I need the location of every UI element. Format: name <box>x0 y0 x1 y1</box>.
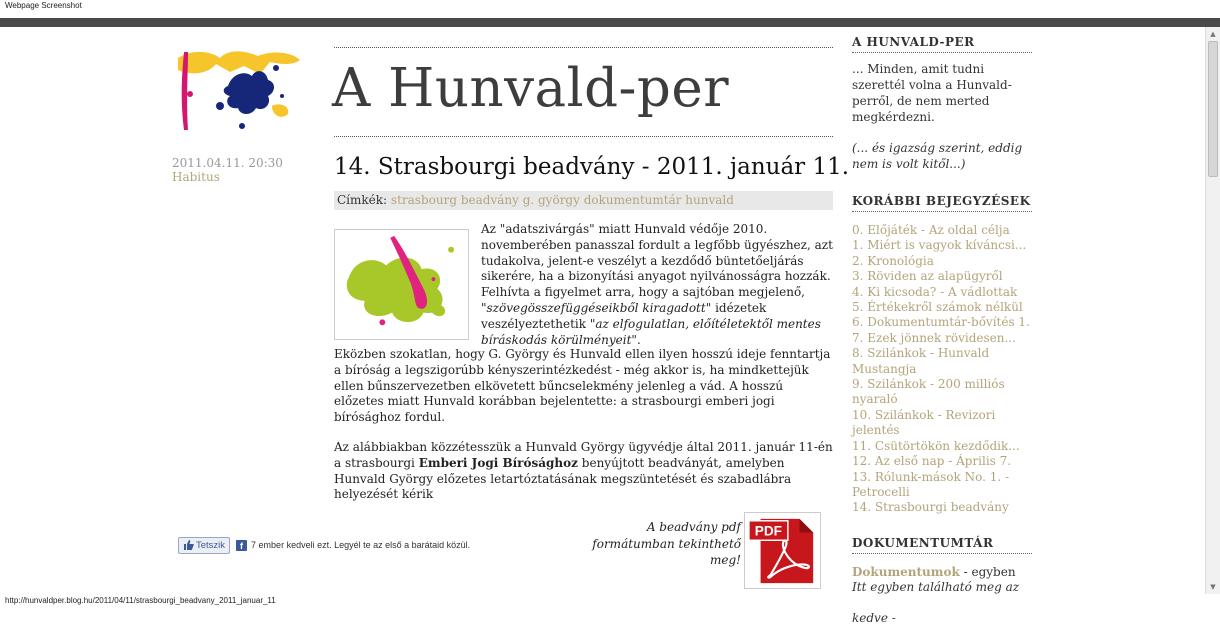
para1-text-2: idézetek veszélyeztethetik <box>481 300 767 331</box>
post-date: 2011.04.11. 20:30 <box>172 156 283 170</box>
vertical-scrollbar[interactable] <box>1205 27 1220 594</box>
scroll-down-arrow-icon[interactable]: ▼ <box>1210 583 1216 591</box>
earlier-post-link[interactable]: 6. Dokumentumtár-bővítés 1. <box>852 315 1030 330</box>
header-divider-top <box>334 47 833 48</box>
sidebar-about-text: ... Minden, amit tudni szerettél volna a Hunvald-perről, de nem merted megkérdezni. <box>852 62 1012 124</box>
sidebar-docs-heading: DOKUMENTUMTÁR <box>852 536 1032 554</box>
earlier-post-link[interactable]: 4. Ki kicsoda? - A vádlottak <box>852 284 1018 299</box>
earlier-post-link[interactable]: 8. Szilánkok - Hunvald Mustangja <box>852 346 990 376</box>
post-author-link[interactable]: Habitus <box>172 170 220 184</box>
sidebar-about-italic: (... és igazság szerint, eddig nem is volt kitől...) <box>852 141 1023 171</box>
earlier-post-link[interactable]: 2. Kronológia <box>852 253 934 268</box>
documents-description: Itt egyben található meg az kedve - <box>852 580 1020 625</box>
earlier-post-link[interactable]: 1. Miért is vagyok kíváncsi... <box>852 238 1027 253</box>
pdf-label: PDF <box>754 523 783 539</box>
logo-yellow-drip <box>272 104 288 116</box>
para3-text: Az alábbiakban közzétesszük a Hunvald György ügyvédje által 2011. január 11-én a strasbourgi <box>334 440 833 470</box>
window-title: Webpage Screenshot <box>0 0 1220 18</box>
para1-quote-2: "az elfogulatlan, előítéletektől mentes bíráskodás körülményeit". <box>481 316 821 347</box>
header-divider-bottom <box>334 136 833 137</box>
para3-text-2: benyújtott beadványát, amelyben Hunvald György előzetes letartóztatásának megszüntetését és szabadlábra helyezését kérik <box>334 455 792 502</box>
earlier-post-link[interactable]: 3. Röviden az alapügyről <box>852 269 1003 284</box>
status-bar-url: http://hunvaldper.blog.hu/2011/04/11/strasbourgi_beadvany_2011_januar_11 <box>0 594 1220 610</box>
earlier-post-link[interactable]: 7. Ezek jönnek rövidesen... <box>852 330 1016 345</box>
earlier-post-link[interactable]: 10. Szilánkok - Revizori jelentés <box>852 407 996 438</box>
post-paragraph-1 <box>481 222 833 348</box>
earlier-posts-list <box>852 223 1032 516</box>
tags-bar <box>334 191 833 210</box>
post-paragraph-2: Eközben szokatlan, hogy G. György és Hunvald ellen ilyen hosszú ideje fenntartja a bíróság a legszigorúbb kényszerintézkedést - még akkor is, ha mindkettejük ellen bűnszervezetben elkövetett bűncselekmény jelenleg a vád. A hosszú előzetes miatt Hunvald korábban bejelentette: a strasbourgi emberi jogi bírósághoz fordul. <box>334 347 831 425</box>
sidebar-about-heading: A HUNVALD-PER <box>852 35 1032 53</box>
scrollbar-thumb[interactable] <box>1208 41 1218 177</box>
sidebar-earlier-heading: KORÁBBI BEJEGYZÉSEK <box>852 194 1032 212</box>
para1-quote-1: "szövegösszefüggéseikből kiragadott" <box>481 300 712 315</box>
earlier-post-link[interactable]: 0. Előjáték - Az oldal célja <box>852 223 1010 237</box>
like-button[interactable] <box>178 537 230 554</box>
thumbs-up-icon <box>183 540 194 550</box>
logo-navy-drop <box>280 94 284 98</box>
site-title[interactable]: A Hunvald-per <box>332 58 730 119</box>
post-meta <box>172 156 312 184</box>
post-paragraph-3 <box>334 440 833 503</box>
documents-link[interactable]: Dokumentumok <box>852 564 960 579</box>
earlier-post-link[interactable]: 12. Az első nap - Április 7. <box>852 454 1012 469</box>
post-title[interactable]: 14. Strasbourgi beadvány - 2011. január 11. <box>334 154 850 180</box>
image-pink-dot <box>431 277 435 281</box>
logo-navy-drop <box>273 65 279 71</box>
earlier-post-link[interactable]: 14. Strasbourgi beadvány <box>852 500 1009 515</box>
like-button-label: Tetszik <box>196 539 226 551</box>
para3-court: Emberi Jogi Bírósághoz <box>418 455 578 470</box>
earlier-post-link[interactable]: 9. Szilánkok - 200 milliós nyaraló <box>852 377 1005 407</box>
blog-logo[interactable] <box>172 46 302 136</box>
image-pink-dot <box>379 319 385 325</box>
logo-yellow-splash <box>178 51 300 74</box>
earlier-post-link[interactable]: 5. Értékekről számok nélkül <box>852 300 1023 315</box>
pdf-caption: A beadvány pdf formátumban tekinthető meg! <box>592 520 741 567</box>
pdf-icon[interactable] <box>744 512 821 589</box>
tags-links[interactable]: strasbourg beadvány g. györgy dokumentumtár hunvald <box>390 193 734 207</box>
documents-link-suffix: - egyben <box>959 564 1016 579</box>
earlier-post-link[interactable]: 13. Rólunk-mások No. 1. - Petrocelli <box>852 469 1010 499</box>
scroll-up-arrow-icon[interactable]: ▲ <box>1210 30 1216 38</box>
browser-toolbar <box>0 18 1220 27</box>
tags-label: Címkék: <box>337 193 388 207</box>
logo-navy-drop <box>216 102 224 110</box>
sidebar <box>852 35 1032 626</box>
para1-text: Az "adatszivárgás" miatt Hunvald védője 2010. novemberében panasszal fordult a legfőbb ügyészhez, azt tudakolva, jelent-e veszélyt a kezdődő büntetőeljárás sikerére, ha a bizonyítási anyagot nyilvánosságra hozzák. Felhívta a figyelmet arra, hogy a sajtóban megjelenő, <box>481 222 833 300</box>
image-green-dot <box>448 247 454 253</box>
post-image[interactable] <box>334 229 469 340</box>
logo-pink-dot <box>187 91 193 97</box>
facebook-like-widget <box>178 536 498 554</box>
like-count-text: 7 ember kedveli ezt. Legyél te az első a barátaid közül. <box>251 540 471 550</box>
earlier-post-link[interactable]: 11. Csütörtökön kezdődik... <box>852 438 1020 453</box>
facebook-icon: f <box>236 540 247 551</box>
logo-navy-drop <box>239 123 245 129</box>
logo-navy-splat <box>224 71 274 114</box>
